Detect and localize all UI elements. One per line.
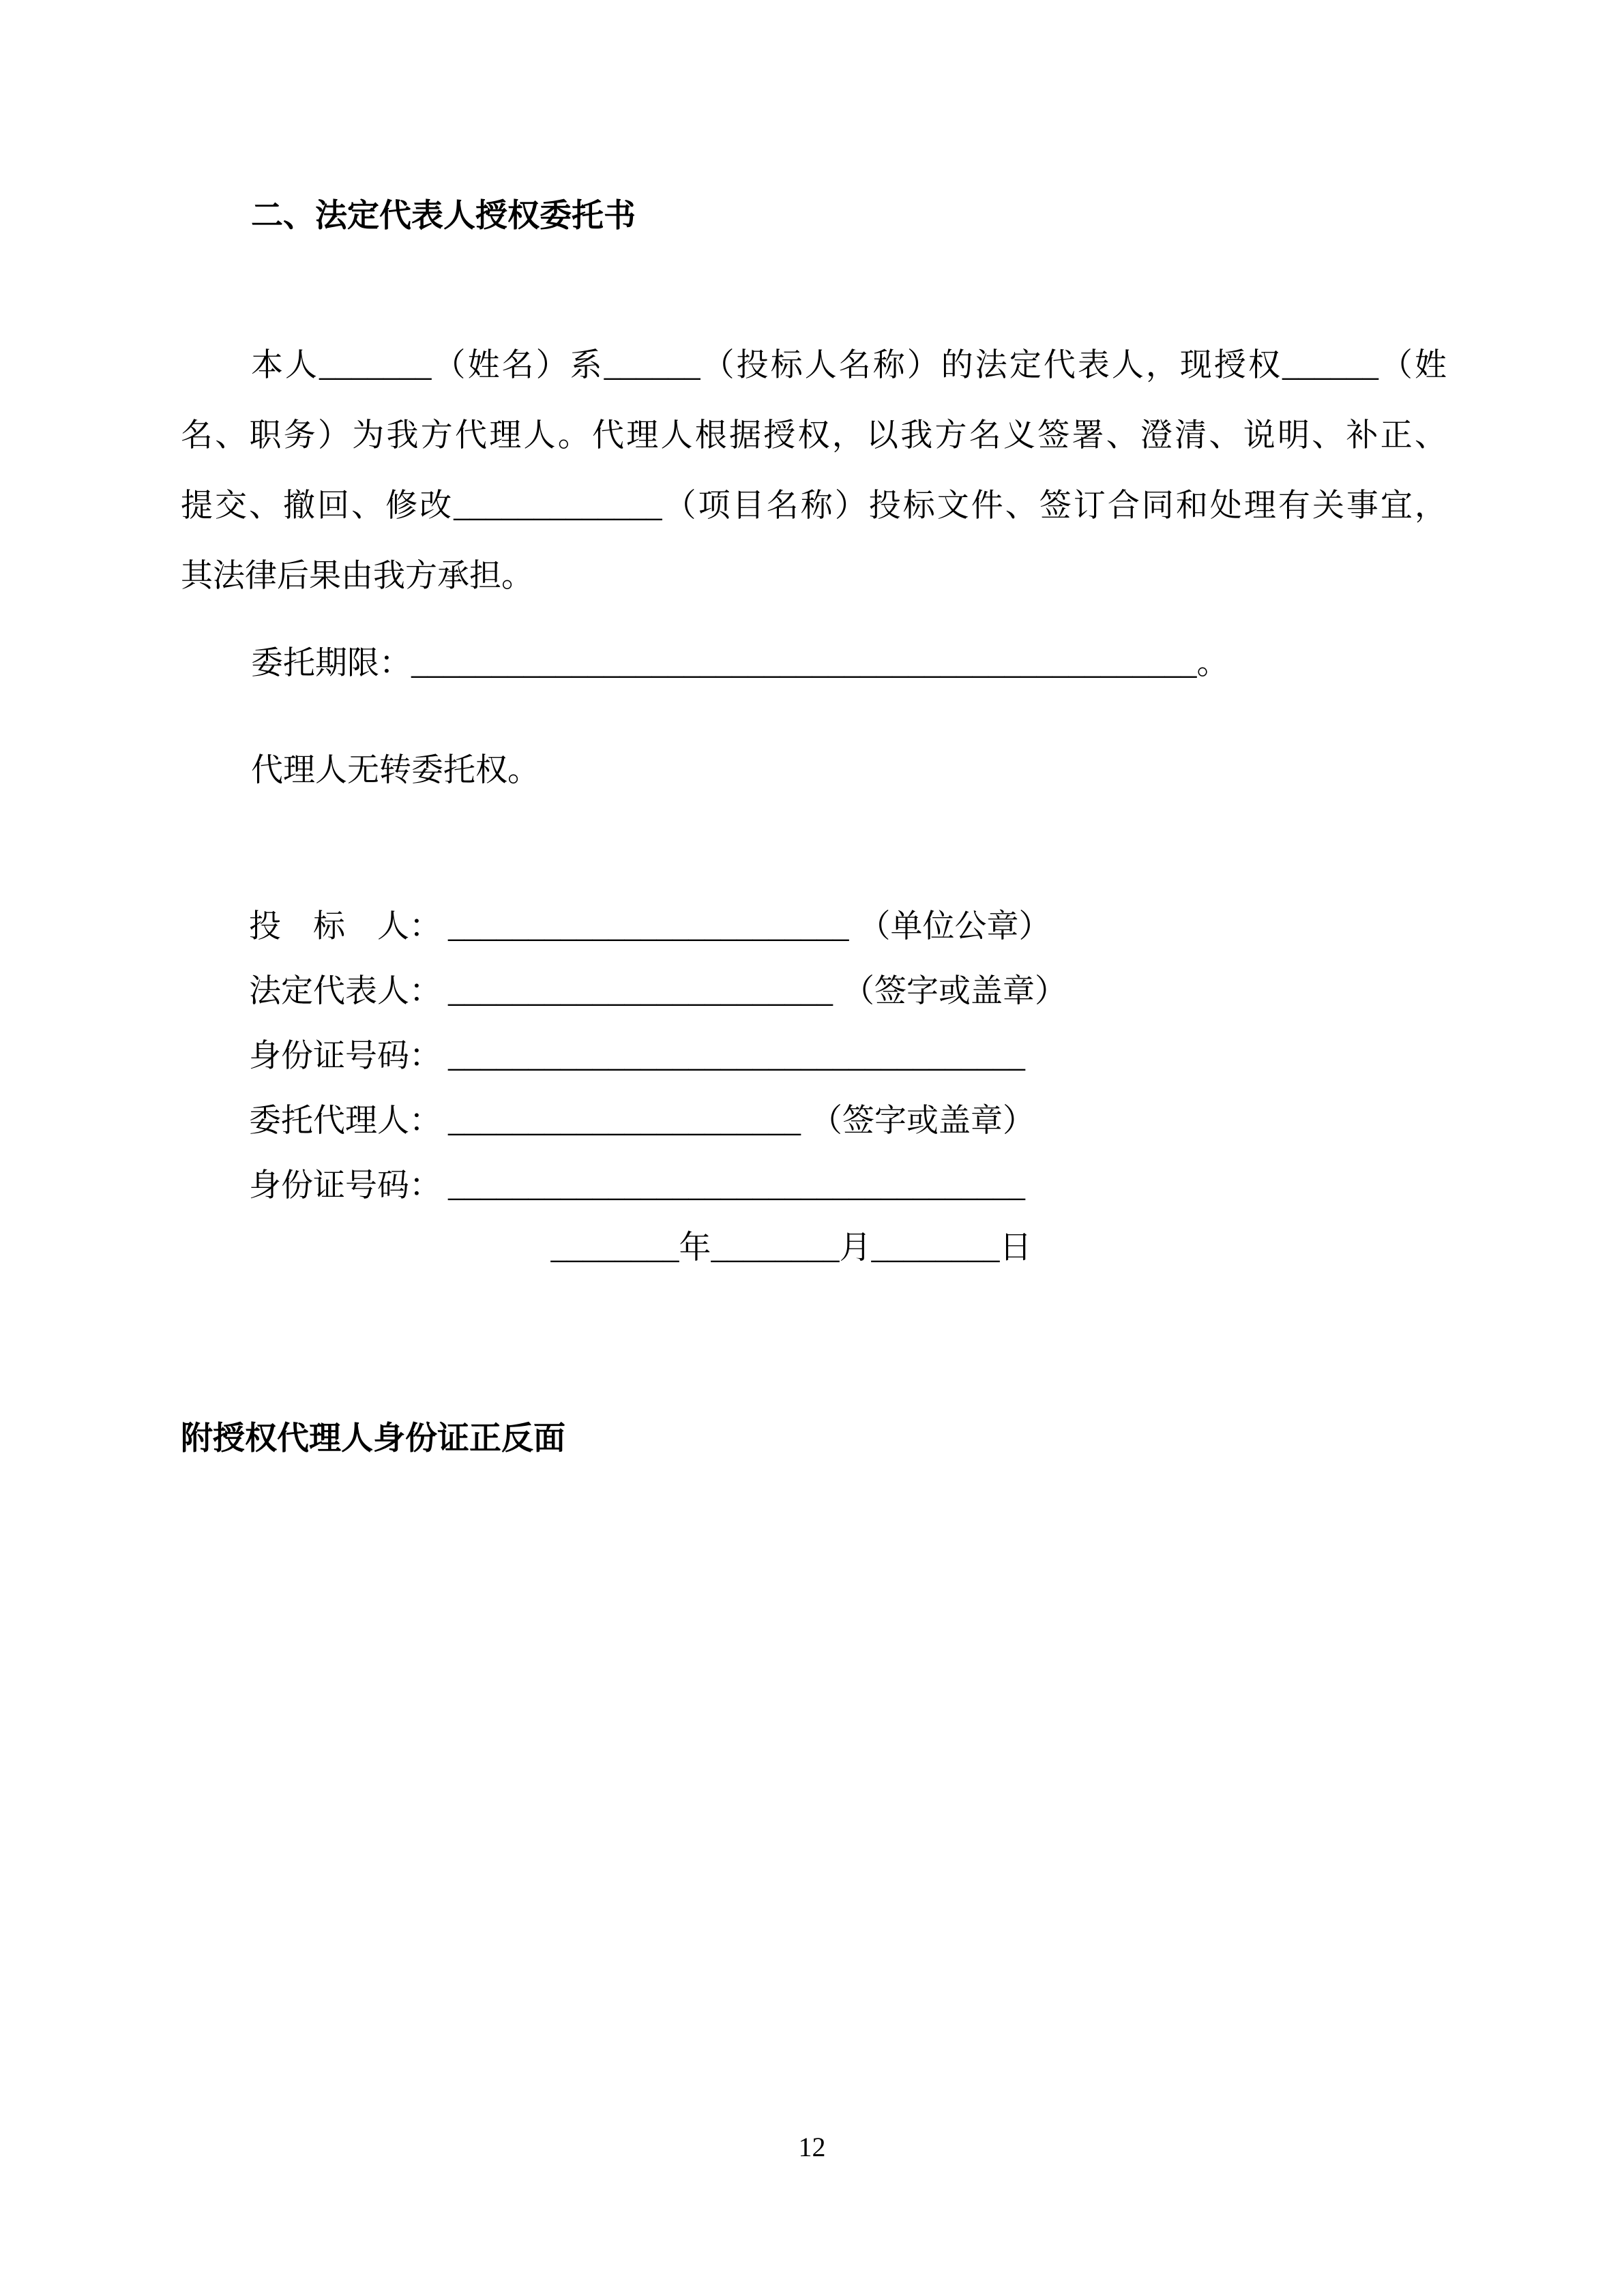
attachment-note: 附授权代理人身份证正反面	[181, 1421, 565, 1457]
paragraph-line-3: 提交、撤回、修改_____________（项目名称）投标文件、签订合同和处理有关事宜，	[181, 488, 1447, 524]
legal-representative-note: （签字或盖章）	[842, 974, 1067, 1009]
document-title: 二、法定代表人授权委托书	[251, 198, 636, 234]
no-subdelegation-line: 代理人无转委托权。	[251, 753, 540, 788]
legal-representative-blank: ________________________	[448, 974, 833, 1009]
id-number-1-blank: ____________________________________	[448, 1039, 1025, 1074]
page-number: 12	[798, 2132, 826, 2162]
signature-row-legal-representative	[249, 959, 1067, 1024]
bidder-label: 投 标 人：	[249, 909, 441, 944]
date-line: ________年________月________日	[550, 1230, 1032, 1266]
signature-row-id-number-1	[249, 1024, 1067, 1089]
bidder-note: （单位公章）	[858, 909, 1051, 944]
authorized-agent-note: （签字或盖章）	[810, 1103, 1035, 1139]
body-paragraph	[181, 331, 1447, 612]
authorized-agent-blank: ______________________	[448, 1103, 801, 1139]
id-number-2-label: 身份证号码：	[249, 1168, 441, 1204]
signature-row-authorized-agent	[249, 1089, 1067, 1154]
authorized-agent-label: 委托代理人：	[249, 1103, 441, 1139]
signature-row-bidder	[249, 895, 1067, 959]
paragraph-line-1: 本人_______（姓名）系______（投标人名称）的法定代表人，现授权______（姓	[251, 348, 1447, 383]
legal-representative-label: 法定代表人：	[249, 974, 441, 1009]
delegation-term-period: 。	[1196, 646, 1229, 681]
delegation-term-line	[181, 629, 1477, 699]
signature-block	[249, 895, 1067, 1219]
bidder-blank: _________________________	[448, 909, 849, 944]
paragraph-line-2: 名、职务）为我方代理人。代理人根据授权，以我方名义签署、澄清、说明、补正、	[181, 418, 1447, 453]
signature-row-id-number-2	[249, 1154, 1067, 1219]
paragraph-line-4: 其法律后果由我方承担。	[181, 558, 533, 594]
id-number-2-blank: ____________________________________	[448, 1168, 1025, 1204]
delegation-term-label: 委托期限：	[251, 646, 411, 681]
id-number-1-label: 身份证号码：	[249, 1039, 441, 1074]
delegation-term-blank: _________________________________________________	[411, 646, 1197, 681]
